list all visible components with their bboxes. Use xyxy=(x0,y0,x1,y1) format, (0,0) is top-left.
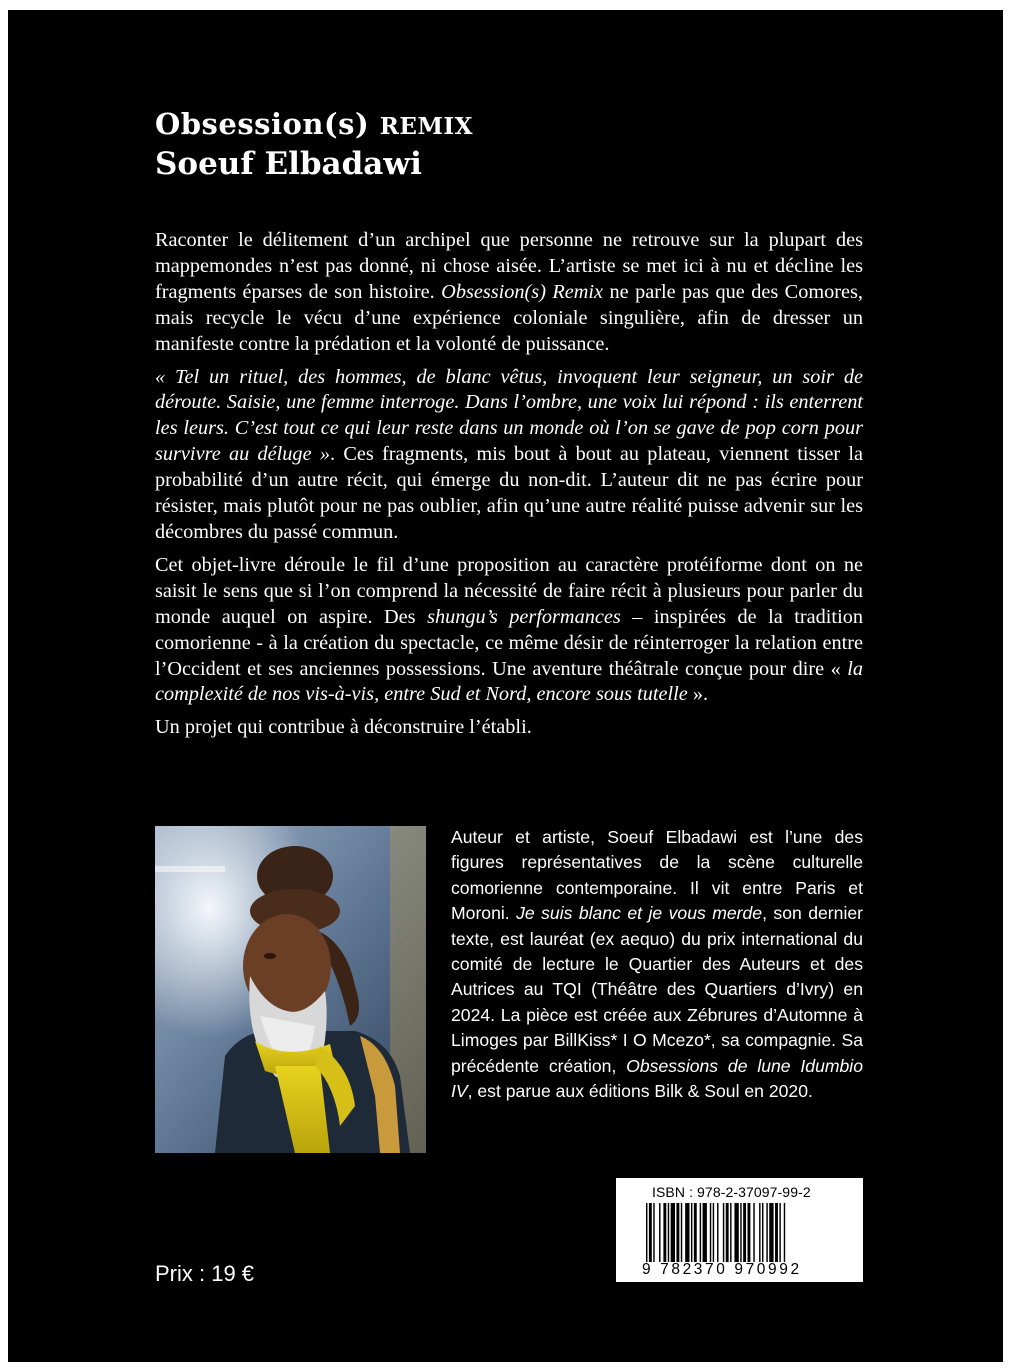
summary-paragraph-2 xyxy=(155,365,863,546)
author-photo xyxy=(155,826,426,1153)
summary-p1-text-a: Raconter le délitement d’un archipel que personne ne retrouve sur la plupart des mappemondes n’est pas donné, ni chose aisée. L’artiste se met ici à nu et décline les fragments éparses de son histoire. xyxy=(155,229,863,303)
summary-paragraph-4: Un projet qui contribue à déconstruire l’établi. xyxy=(155,716,532,739)
isbn-label: ISBN : 978-2-37097-99-2 xyxy=(652,1184,811,1200)
book-title-remix: REMIX xyxy=(379,113,474,140)
book-title-main: Obsession(s) xyxy=(155,107,370,141)
bio-text-e: , est parue aux éditions Bilk & Soul en 2020. xyxy=(467,1081,813,1102)
summary-text xyxy=(155,228,863,748)
summary-p3-text-c: – inspirées de la tradition comorienne - à la création du spectacle, ce même désir de réinterroger la relation entre l’Occident et ses anciennes possessions. Une aventure théâtrale conçue pour dire « xyxy=(155,605,863,680)
summary-p2-quote: « Tel un rituel, des hommes, de blanc vêtus, invoquent leur seigneur, un soir de déroute. Saisie, une femme interroge. Dans l’ombre, une voix lui répond : ils enterrent les leurs. C’est tout ce qui leur reste dans un monde où l’on se gave de pop corn pour survivre au déluge » xyxy=(155,365,863,466)
bio-text-c: , son dernier texte, est lauréat (ex aequo) du prix international du comité de lecture le Quartier des Auteurs et des Autrices au TQI (Théâtre des Quartiers d’Ivry) en 2024. La pièce est créée aux Zébrures d’Automne à Limoges par BillKiss* I O Mcezo*, sa compagnie. Sa précédente création, xyxy=(451,903,863,1076)
bio-text-a: Auteur et artiste, Soeuf Elbadawi est l’une des figures représentatives de la scène culturelle comorienne contemporaine. Il vit entre Paris et Moroni. xyxy=(451,827,863,924)
summary-p2-text: . Ces fragments, mis bout à bout au plateau, viennent tisser la probabilité d’un autre récit, qui émerge du non-dit. L’auteur dit ne pas écrire pour résister, mais plutôt pour ne pas oublier, afin qu’une autre réalité puisse advenir sur les décombres du passé commun. xyxy=(155,443,863,543)
book-title xyxy=(155,106,473,145)
title-block xyxy=(155,106,473,183)
summary-p3-text-a: Cet objet-livre déroule le fil d’une proposition au caractère protéiforme dont on ne saisit le sens que si l’on comprend la nécessité de faire récit à plusieurs pour parler du monde auquel on aspire. Des xyxy=(155,553,863,628)
summary-paragraph-3 xyxy=(155,553,863,708)
barcode-digits: 9 782370 970992 xyxy=(642,1261,802,1278)
summary-p3-text-e: ». xyxy=(687,683,709,706)
summary-p3-quote: la complexité de nos vis-à-vis, entre Sud et Nord, encore sous tutelle xyxy=(155,657,863,706)
isbn-barcode-box xyxy=(616,1178,863,1282)
summary-p1-book-title: Obsession(s) Remix xyxy=(441,280,604,303)
bio-title-previous: Obsessions de lune Idumbio IV xyxy=(451,1055,863,1102)
summary-paragraph-1 xyxy=(155,228,863,358)
back-cover xyxy=(8,10,1003,1362)
price: Prix : 19 € xyxy=(155,1261,255,1286)
summary-p1-text-c: ne parle pas que des Comores, mais recycle le vécu d’une expérience coloniale singulière, afin de dresser un manifeste contre la prédation et la volonté de puissance. xyxy=(155,280,863,355)
bio-title-last-text: Je suis blanc et je vous merde xyxy=(516,903,763,924)
author-bio xyxy=(451,825,863,1104)
summary-p3-emphasis: shungu’s performances xyxy=(427,605,621,628)
author-name: Soeuf Elbadawi xyxy=(155,146,422,182)
barcode-icon xyxy=(646,1203,832,1262)
